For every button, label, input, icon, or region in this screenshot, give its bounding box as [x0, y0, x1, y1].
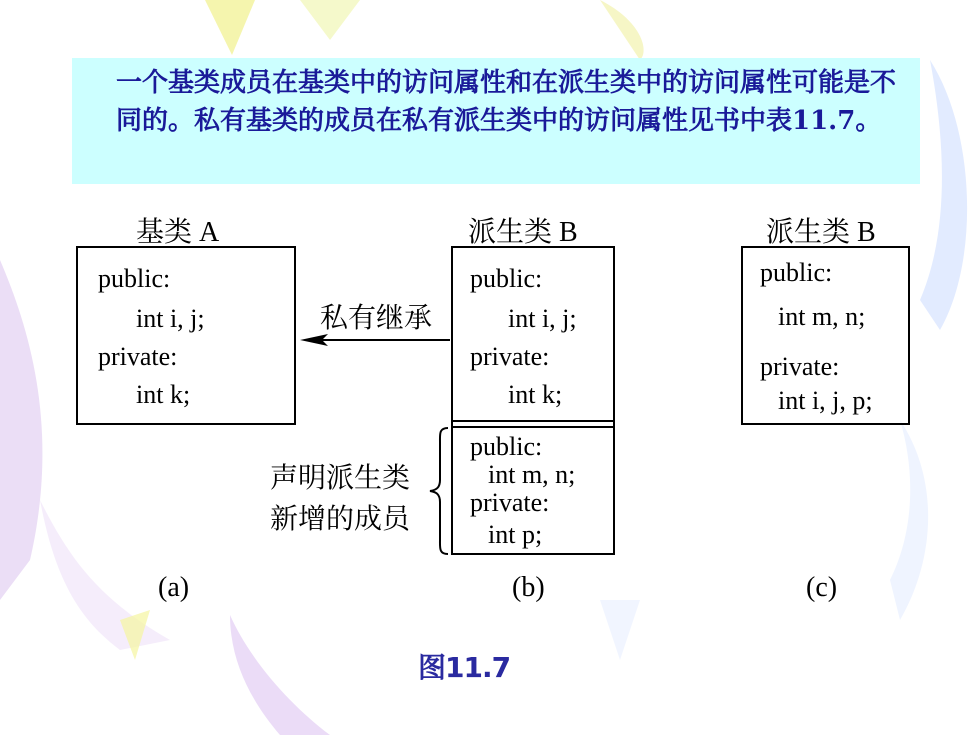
panel-b-divider — [451, 418, 615, 432]
panel-b-new-private-label: private: — [470, 488, 550, 517]
panel-b-inherited-public-label: public: — [470, 264, 543, 293]
panel-b-inherited-private-label: private: — [470, 342, 550, 371]
panel-a-public-member: int i, j; — [136, 304, 205, 333]
panel-b-new-public-label: public: — [470, 432, 543, 461]
panel-c-caption: (c) — [806, 572, 838, 603]
panel-c-public-label: public: — [760, 258, 833, 287]
panel-a-private-label: private: — [98, 342, 178, 371]
left-brace — [426, 424, 450, 558]
panel-a-private-member: int k; — [136, 380, 191, 409]
arrow-label: 私有继承 — [320, 303, 433, 334]
panel-c-private-label: private: — [760, 352, 840, 381]
brace-label-line1: 声明派生类 — [270, 463, 411, 494]
panel-b-inherited-private-member: int k; — [508, 380, 563, 409]
panel-c-public-member: int m, n; — [778, 302, 866, 331]
panel-c-private-member: int i, j, p; — [778, 386, 873, 415]
panel-b-new-public-member: int m, n; — [488, 460, 576, 489]
panel-b-title: 派生类 B — [468, 217, 578, 248]
panel-a-caption: (a) — [158, 572, 190, 603]
inheritance-arrow — [296, 330, 452, 350]
panel-c-title: 派生类 B — [766, 217, 876, 248]
info-text: 一个基类成员在基类中的访问属性和在派生类中的访问属性可能是不同的。私有基类的成员在私有派生类中的访问属性见书中表11.7。 — [116, 68, 897, 136]
brace-label-line2: 新增的成员 — [270, 504, 411, 535]
figure-caption: 图11.7 — [418, 651, 511, 684]
panel-a-title: 基类 A — [136, 217, 220, 248]
panel-b-caption: (b) — [512, 572, 545, 603]
panel-b-new-private-member: int p; — [488, 520, 543, 549]
panel-a-public-label: public: — [98, 264, 171, 293]
panel-b-inherited-public-member: int i, j; — [508, 304, 577, 333]
